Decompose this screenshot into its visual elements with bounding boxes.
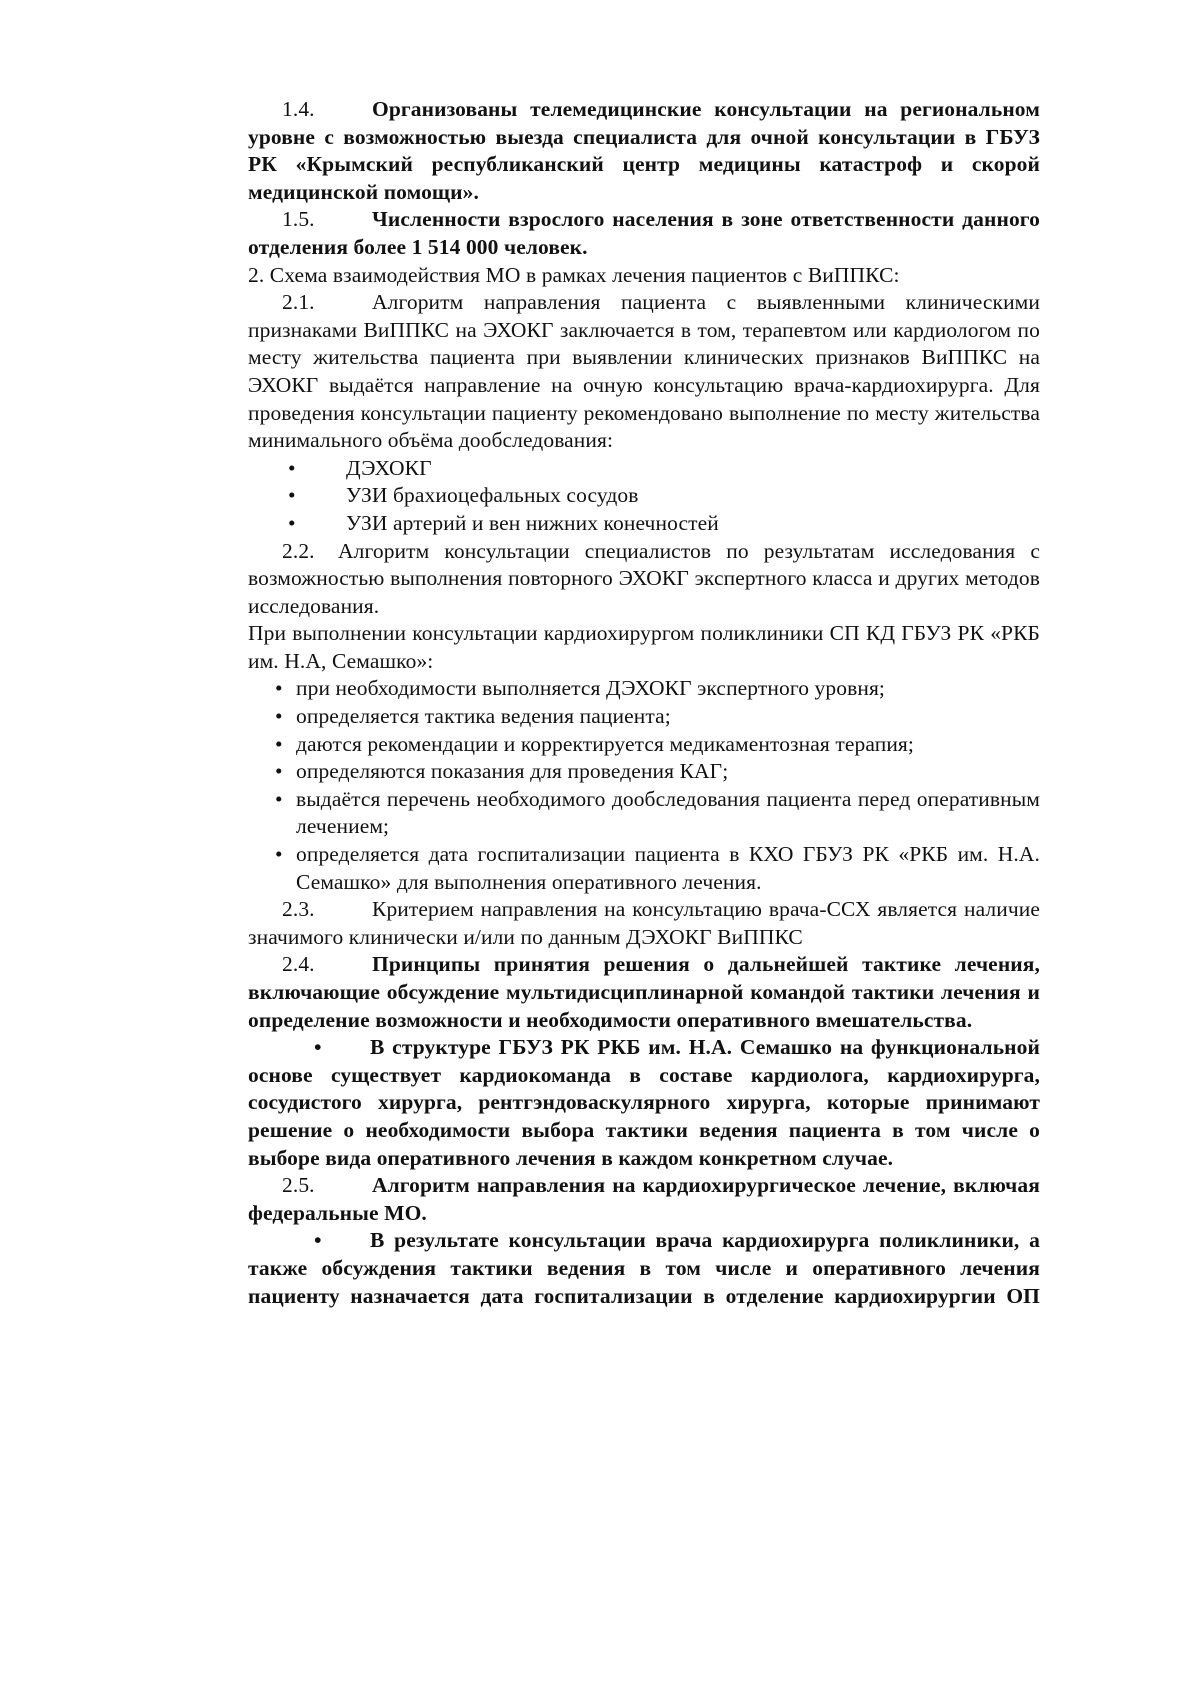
paragraph-1-4 [248, 96, 1040, 206]
document-page [248, 96, 1040, 1310]
section-2-heading [248, 262, 1040, 290]
section-heading-text: 2. Схема взаимодействия МО в рамках лечения пациентов с ВиППКС: [248, 262, 900, 287]
paragraph-2-4-bullet [248, 1034, 1040, 1172]
paragraph-2-5-bullet [248, 1227, 1040, 1310]
paragraph-number: 1.4. [282, 97, 315, 121]
bullet-icon: • [275, 676, 283, 701]
bullet-icon: • [275, 704, 283, 729]
paragraph-number: 2.3. [282, 897, 315, 922]
list-item: • определяются показания для проведения КАГ; [248, 758, 1040, 786]
bullet-icon: • [288, 455, 296, 480]
cardio-actions-list [248, 675, 1040, 896]
list-item: • определяется дата госпитализации пациента в КХО ГБУЗ РК «РКБ им. Н.А. Семашко» для выполнения оперативного лечения. [275, 842, 1040, 894]
bullet-icon: • [314, 1035, 322, 1060]
paragraph-number: 2.1. [282, 290, 315, 315]
list-item: • при необходимости выполняется ДЭХОКГ экспертного уровня; [248, 675, 1040, 703]
paragraph-number: 1.5. [282, 207, 315, 232]
paragraph-1-5 [248, 206, 1040, 261]
list-item: • УЗИ брахиоцефальных сосудов [248, 482, 1040, 510]
paragraph-text: Алгоритм направления на кардиохирургическое лечение, включая федеральные МО. [248, 1173, 1040, 1225]
bullet-icon: • [275, 731, 283, 756]
paragraph-text: В результате консультации врача кардиохирурга поликлиники, а также обсуждения тактики ведения в том числе и оперативного лечения пациенту назначается дата госпитализации в отделение кардиохирургии ОП [248, 1228, 1040, 1308]
paragraph-number: 2.2. [282, 538, 315, 563]
paragraph-2-3 [248, 896, 1040, 951]
paragraph-number: 2.4. [282, 952, 315, 977]
paragraph-text: Организованы телемедицинские консультации на региональном уровне с возможностью выезда специалиста для очной консультации в ГБУЗ РК «Крымский республиканский центр медицины катастроф и скорой медицинской помощи». [248, 97, 1040, 204]
list-item: • определяется тактика ведения пациента; [248, 703, 1040, 731]
paragraph-2-5 [248, 1172, 1040, 1227]
exam-list [248, 455, 1040, 538]
paragraph-2-2 [248, 538, 1040, 621]
paragraph-2-1 [248, 289, 1040, 455]
bullet-icon: • [288, 510, 296, 535]
paragraph-cardio-consult [248, 620, 1040, 675]
bullet-icon: • [288, 483, 296, 508]
bullet-icon: • [275, 786, 283, 811]
paragraph-text: Принципы принятия решения о дальнейшей тактике лечения, включающие обсуждение мультидисциплинарной командой тактики лечения и определение возможности и необходимости оперативного вмешательства. [248, 952, 1040, 1032]
bullet-icon: • [314, 1228, 322, 1253]
paragraph-text: Алгоритм направления пациента с выявленными клиническими признаками ВиППКС на ЭХОКГ заключается в том, терапевтом или кардиологом по месту жительства пациента при выявлении клинических признаков ВиППКС на ЭХОКГ выдаётся направление на очную консультацию врача-кардиохирурга. Для проведения консультации пациенту рекомендовано выполнение по месту жительства минимального объёма дообследования: [248, 290, 1040, 453]
bullet-icon: • [275, 842, 283, 867]
list-item: • ДЭХОКГ [248, 455, 1040, 483]
list-item: • выдаётся перечень необходимого дообследования пациента перед оперативным лечением; [275, 786, 1040, 839]
paragraph-text: Критерием направления на консультацию врача-ССХ является наличие значимого клинически и/или по данным ДЭХОКГ ВиППКС [248, 897, 1040, 949]
paragraph-number: 2.5. [282, 1173, 315, 1198]
list-item: • даются рекомендации и корректируется медикаментозная терапия; [248, 731, 1040, 759]
paragraph-2-4 [248, 951, 1040, 1034]
list-item: • УЗИ артерий и вен нижних конечностей [248, 510, 1040, 538]
paragraph-text: В структуре ГБУЗ РК РКБ им. Н.А. Семашко на функциональной основе существует кардиокоманда в составе кардиолога, кардиохирурга, сосудистого хирурга, рентгэндоваскулярного хирурга, которые принимают решение о необходимости выбора тактики ведения пациента в том числе о выборе вида оперативного лечения в каждом конкретном случае. [248, 1035, 1040, 1170]
paragraph-text: Численности взрослого населения в зоне ответственности данного отделения более 1 514 000 человек. [248, 207, 1040, 259]
bullet-icon: • [275, 759, 283, 784]
paragraph-text: Алгоритм консультации специалистов по результатам исследования с возможностью выполнения повторного ЭХОКГ экспертного класса и других методов исследования. [248, 538, 1040, 618]
paragraph-text: При выполнении консультации кардиохирургом поликлиники СП КД ГБУЗ РК «РКБ им. Н.А, Семашко»: [248, 621, 1040, 673]
